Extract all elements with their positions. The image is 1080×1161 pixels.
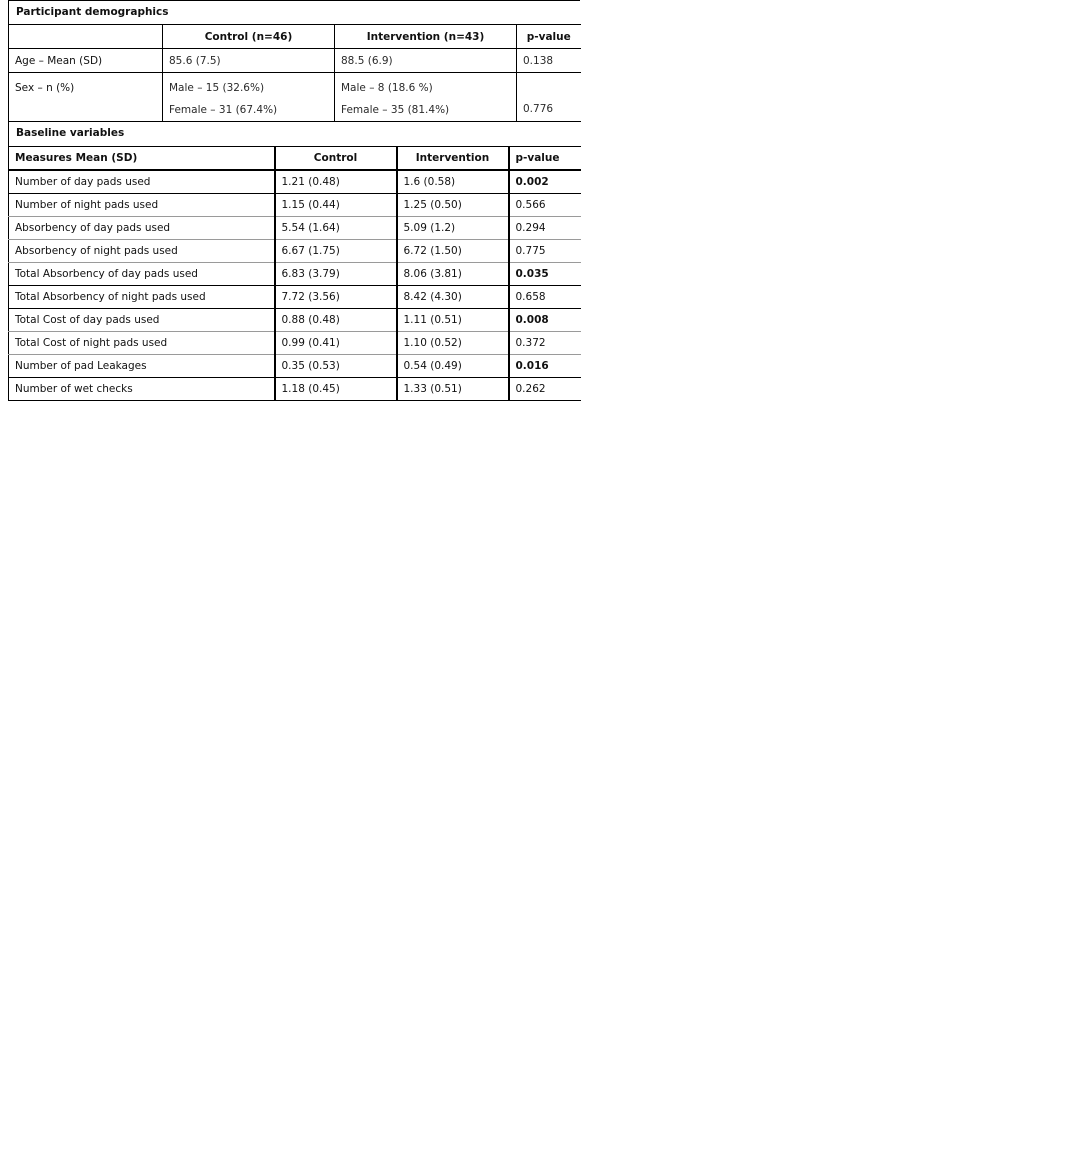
- demographics-table: [8, 24, 581, 122]
- table-row: [9, 240, 581, 263]
- intervention-cell: 1.10 (0.52): [397, 332, 509, 355]
- control-cell: 1.21 (0.48): [275, 170, 397, 194]
- baseline-header-measure: Measures Mean (SD): [9, 147, 275, 171]
- baseline-title: Baseline variables: [8, 122, 580, 146]
- age-control: 85.6 (7.5): [163, 49, 335, 73]
- measure-cell: Absorbency of day pads used: [9, 217, 275, 240]
- intervention-cell: 0.54 (0.49): [397, 355, 509, 378]
- demographics-header-pvalue: p-value: [517, 25, 581, 49]
- table-row: [9, 217, 581, 240]
- measure-cell: Number of pad Leakages: [9, 355, 275, 378]
- control-cell: 6.83 (3.79): [275, 263, 397, 286]
- sex-control: [163, 73, 335, 122]
- intervention-cell: 1.25 (0.50): [397, 194, 509, 217]
- control-cell: 1.18 (0.45): [275, 378, 397, 401]
- table-row: [9, 332, 581, 355]
- pvalue-cell: 0.566: [509, 194, 581, 217]
- baseline-header-row: [9, 147, 581, 171]
- measure-cell: Total Absorbency of day pads used: [9, 263, 275, 286]
- measure-cell: Total Cost of night pads used: [9, 332, 275, 355]
- pvalue-cell: 0.262: [509, 378, 581, 401]
- demographics-header-intervention: Intervention (n=43): [335, 25, 517, 49]
- pvalue-cell: 0.002: [509, 170, 581, 194]
- pvalue-cell: 0.372: [509, 332, 581, 355]
- intervention-cell: 5.09 (1.2): [397, 217, 509, 240]
- sex-pvalue: 0.776: [517, 73, 581, 122]
- pvalue-cell: 0.294: [509, 217, 581, 240]
- table-row: [9, 263, 581, 286]
- pvalue-cell: 0.008: [509, 309, 581, 332]
- demographics-title: Participant demographics: [8, 0, 580, 24]
- intervention-cell: 8.06 (3.81): [397, 263, 509, 286]
- intervention-cell: 1.6 (0.58): [397, 170, 509, 194]
- intervention-cell: 8.42 (4.30): [397, 286, 509, 309]
- age-pvalue: 0.138: [517, 49, 581, 73]
- table-row: [9, 286, 581, 309]
- age-intervention: 88.5 (6.9): [335, 49, 517, 73]
- baseline-header-control: Control: [275, 147, 397, 171]
- baseline-table: [8, 146, 581, 401]
- baseline-header-pvalue: p-value: [509, 147, 581, 171]
- results-document: [8, 0, 580, 401]
- measure-cell: Number of day pads used: [9, 170, 275, 194]
- measure-cell: Absorbency of night pads used: [9, 240, 275, 263]
- table-row: [9, 378, 581, 401]
- table-row: [9, 309, 581, 332]
- sex-intervention-male: Male – 8 (18.6 %): [341, 82, 433, 94]
- age-label: Age – Mean (SD): [9, 49, 163, 73]
- sex-control-female: Female – 31 (67.4%): [169, 104, 278, 116]
- measure-cell: Total Cost of day pads used: [9, 309, 275, 332]
- control-cell: 6.67 (1.75): [275, 240, 397, 263]
- intervention-cell: 1.33 (0.51): [397, 378, 509, 401]
- measure-cell: Total Absorbency of night pads used: [9, 286, 275, 309]
- age-row: [9, 49, 581, 73]
- demographics-header-row: [9, 25, 581, 49]
- demographics-header-blank: [9, 25, 163, 49]
- demographics-header-control: Control (n=46): [163, 25, 335, 49]
- table-row: [9, 194, 581, 217]
- control-cell: 0.88 (0.48): [275, 309, 397, 332]
- sex-intervention-female: Female – 35 (81.4%): [341, 104, 450, 116]
- measure-cell: Number of night pads used: [9, 194, 275, 217]
- pvalue-cell: 0.658: [509, 286, 581, 309]
- intervention-cell: 6.72 (1.50): [397, 240, 509, 263]
- measure-cell: Number of wet checks: [9, 378, 275, 401]
- table-row: [9, 355, 581, 378]
- control-cell: 5.54 (1.64): [275, 217, 397, 240]
- pvalue-cell: 0.775: [509, 240, 581, 263]
- sex-row: [9, 73, 581, 122]
- baseline-header-intervention: Intervention: [397, 147, 509, 171]
- intervention-cell: 1.11 (0.51): [397, 309, 509, 332]
- control-cell: 7.72 (3.56): [275, 286, 397, 309]
- control-cell: 0.35 (0.53): [275, 355, 397, 378]
- pvalue-cell: 0.035: [509, 263, 581, 286]
- sex-label: Sex – n (%): [9, 73, 163, 122]
- sex-control-male: Male – 15 (32.6%): [169, 82, 265, 94]
- control-cell: 0.99 (0.41): [275, 332, 397, 355]
- control-cell: 1.15 (0.44): [275, 194, 397, 217]
- pvalue-cell: 0.016: [509, 355, 581, 378]
- sex-intervention: [335, 73, 517, 122]
- table-row: [9, 170, 581, 194]
